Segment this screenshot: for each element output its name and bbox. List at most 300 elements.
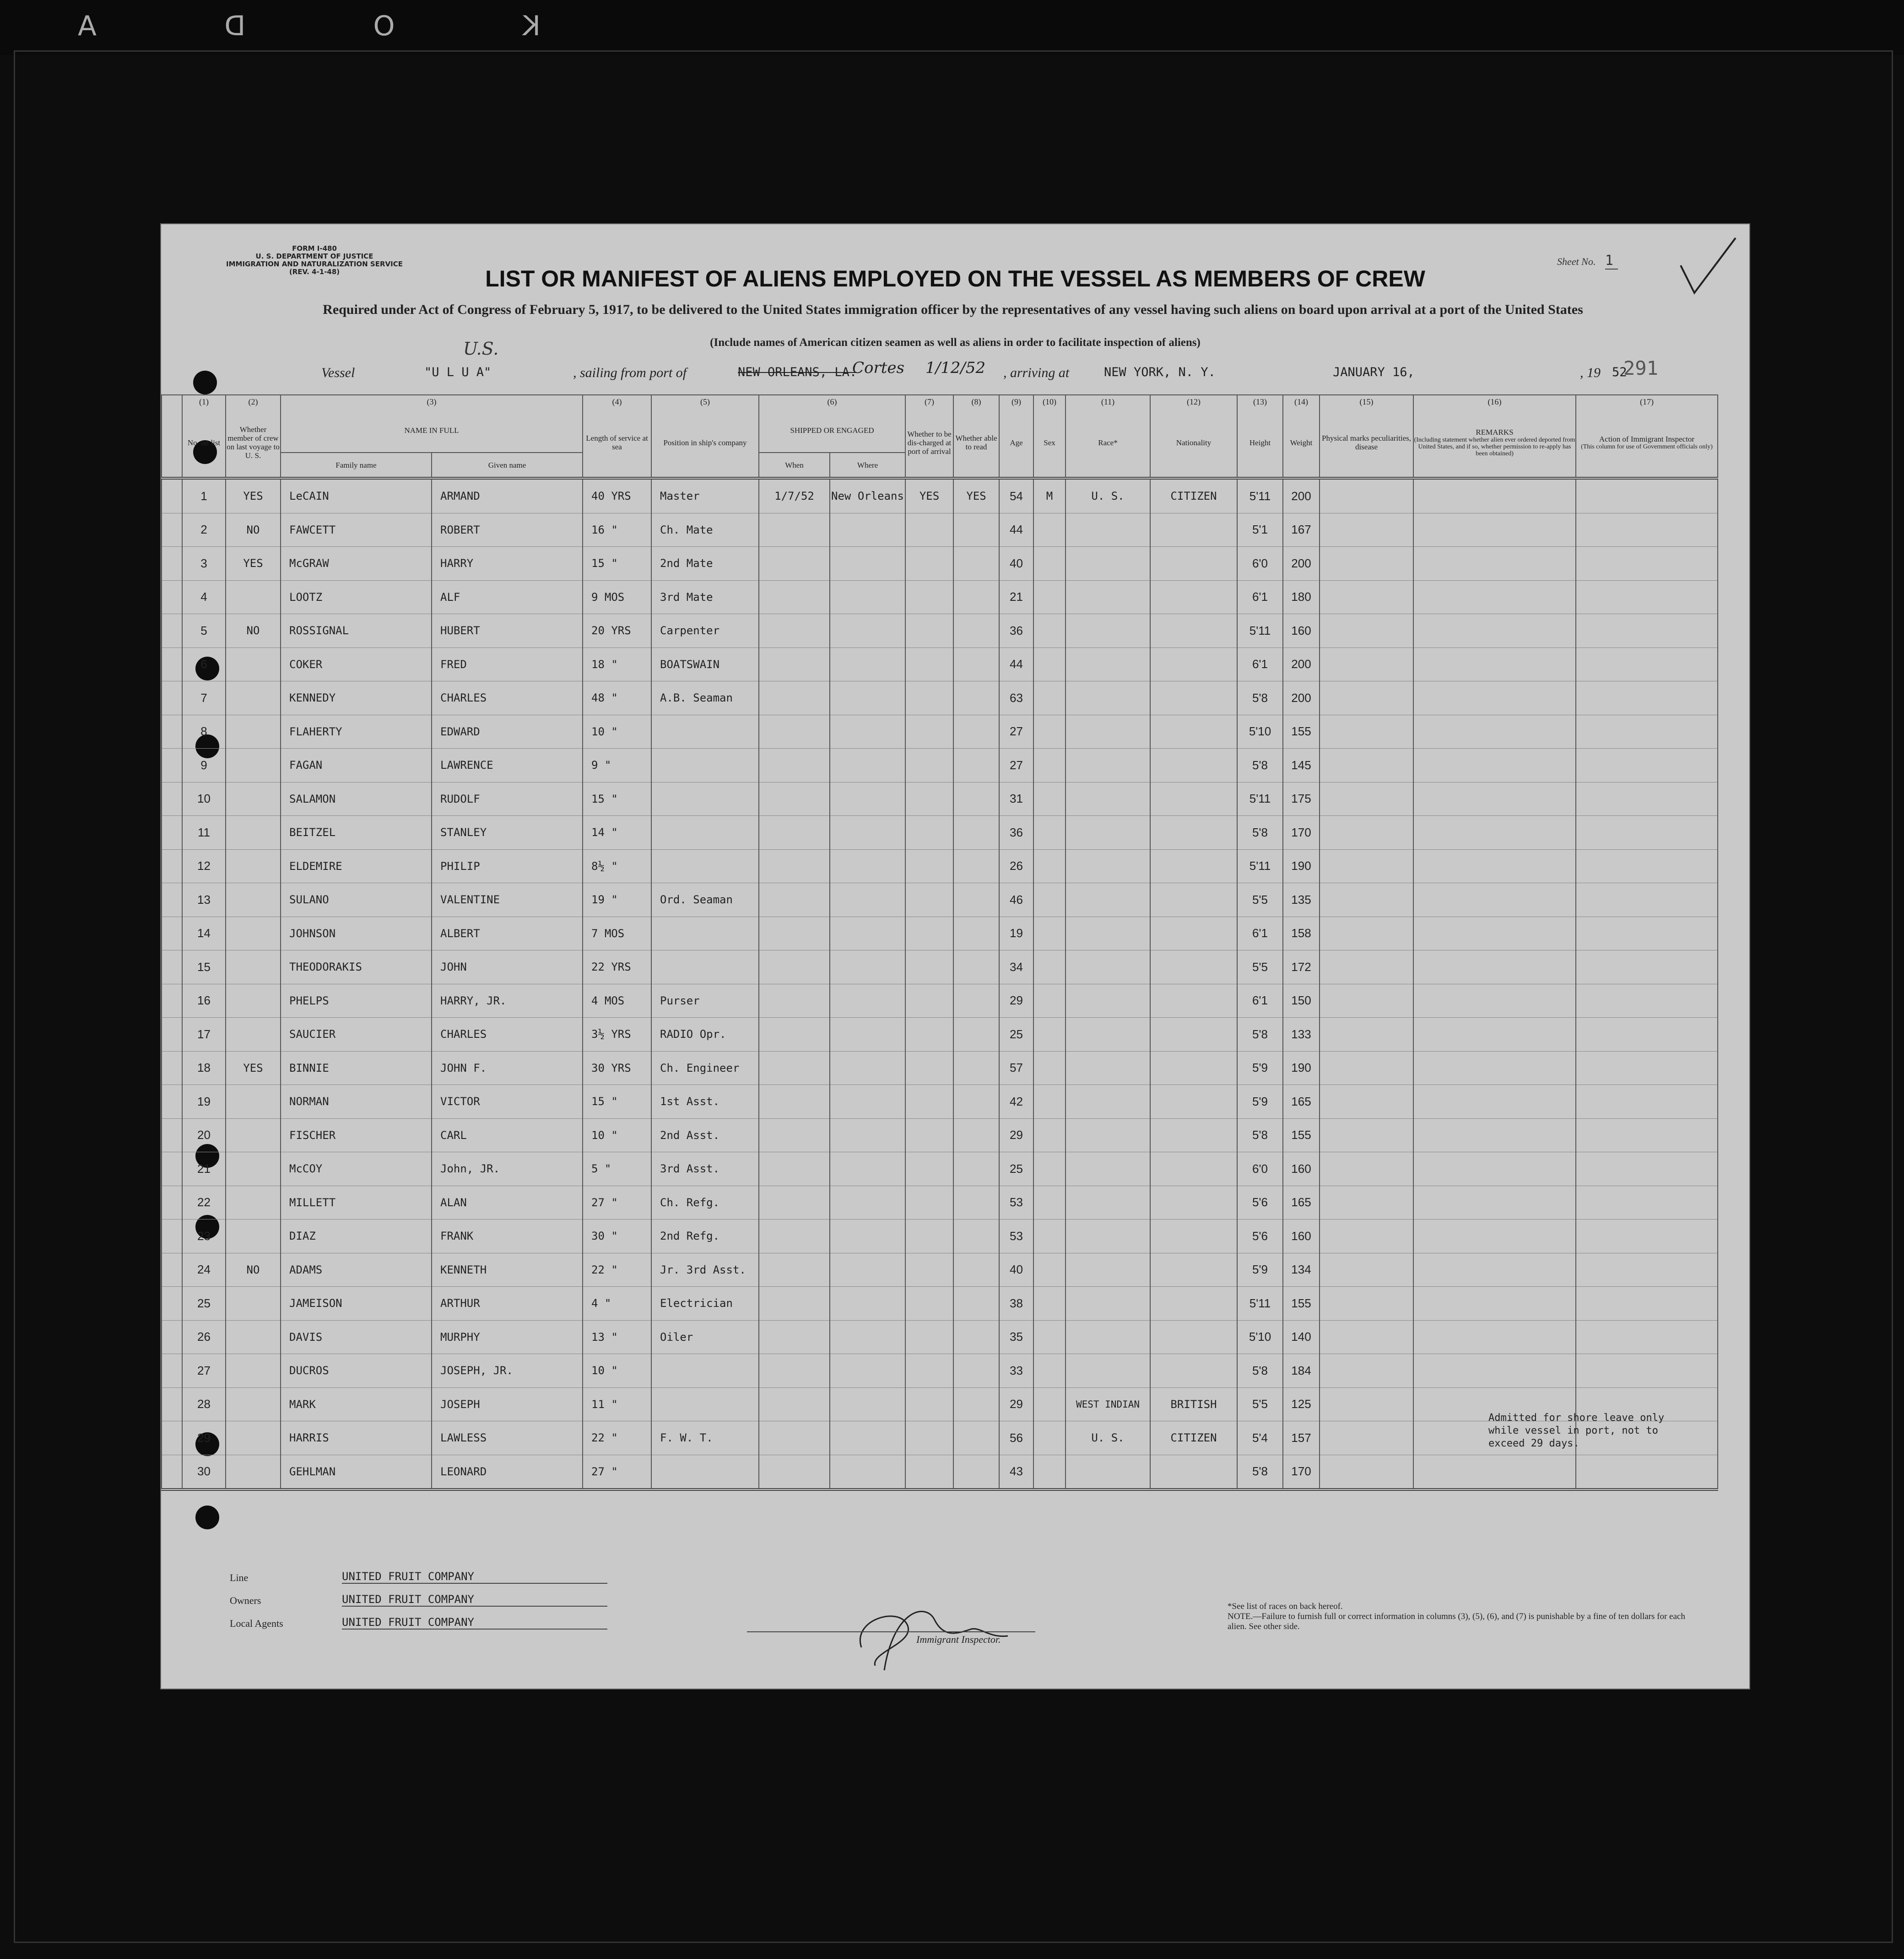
row-number: 20 — [182, 1118, 226, 1152]
given-name-cell: EDWARD — [432, 715, 583, 749]
weight-cell: 155 — [1283, 1287, 1320, 1321]
row-number: 21 — [182, 1152, 226, 1186]
discharged-cell — [905, 1320, 953, 1354]
row-number: 24 — [182, 1253, 226, 1287]
sheet-number-value: 1 — [1605, 253, 1618, 270]
height-cell: 5'5 — [1237, 883, 1283, 917]
shipped-when-cell — [759, 1051, 830, 1085]
position-cell: A.B. Seaman — [651, 681, 759, 715]
age-cell: 29 — [999, 984, 1033, 1018]
able-read-cell — [953, 1387, 999, 1421]
position-cell: Oiler — [651, 1320, 759, 1354]
age-cell: 19 — [999, 917, 1033, 950]
crew-row — [162, 1018, 1718, 1052]
age-cell: 35 — [999, 1320, 1033, 1354]
race-cell — [1066, 917, 1150, 950]
arriving-label: , arriving at — [1003, 365, 1070, 380]
shipped-when-cell — [759, 1085, 830, 1119]
shipped-when-cell — [759, 950, 830, 984]
nationality-cell — [1150, 1085, 1237, 1119]
weight-cell: 135 — [1283, 883, 1320, 917]
race-cell — [1066, 1354, 1150, 1388]
vessel-prefix-note: U.S. — [463, 339, 499, 359]
crew-row — [162, 648, 1718, 681]
sex-cell — [1033, 1253, 1066, 1287]
shipped-where-cell — [830, 1118, 905, 1152]
able-read-cell — [953, 513, 999, 547]
remarks-cell — [1413, 816, 1576, 850]
length-service-cell: 8½ " — [583, 849, 651, 883]
position-cell — [651, 1387, 759, 1421]
discharged-cell — [905, 1387, 953, 1421]
race-cell — [1066, 681, 1150, 715]
height-cell: 5'8 — [1237, 1118, 1283, 1152]
remarks-cell — [1413, 1085, 1576, 1119]
able-read-cell — [953, 782, 999, 816]
form-number: FORM I-480 — [292, 244, 337, 253]
discharged-cell — [905, 547, 953, 581]
action-cell — [1576, 749, 1718, 783]
shipped-where-cell — [830, 1354, 905, 1388]
length-service-cell: 18 " — [583, 648, 651, 681]
remarks-cell — [1413, 749, 1576, 783]
age-cell: 40 — [999, 1253, 1033, 1287]
given-name-cell: JOSEPH — [432, 1387, 583, 1421]
given-name-cell: VICTOR — [432, 1085, 583, 1119]
member-crew-cell — [226, 648, 281, 681]
weight-cell: 172 — [1283, 950, 1320, 984]
shipped-where-cell — [830, 681, 905, 715]
row-number: 3 — [182, 547, 226, 581]
member-crew-cell — [226, 1186, 281, 1220]
nationality-cell — [1150, 1320, 1237, 1354]
height-cell: 5'8 — [1237, 1354, 1283, 1388]
length-service-cell: 27 " — [583, 1455, 651, 1489]
crew-manifest-table — [161, 394, 1718, 1491]
line-field — [230, 1570, 474, 1584]
header-when: When — [759, 453, 830, 478]
agents-label: Local Agents — [230, 1618, 283, 1629]
nationality-cell — [1150, 1018, 1237, 1052]
col-number: (5) — [651, 395, 759, 408]
crew-row — [162, 614, 1718, 648]
header-length-service: Length of service at sea — [583, 408, 651, 478]
shipped-where-cell — [830, 1220, 905, 1253]
given-name-cell: ARMAND — [432, 478, 583, 513]
physical-marks-cell — [1320, 547, 1413, 581]
height-cell: 5'8 — [1237, 1455, 1283, 1489]
family-name-cell: ADAMS — [281, 1253, 432, 1287]
discharged-cell — [905, 513, 953, 547]
height-cell: 5'11 — [1237, 614, 1283, 648]
age-cell: 43 — [999, 1455, 1033, 1489]
remarks-cell — [1413, 681, 1576, 715]
able-read-cell — [953, 1287, 999, 1321]
position-cell: 2nd Refg. — [651, 1220, 759, 1253]
physical-marks-cell — [1320, 681, 1413, 715]
race-cell — [1066, 614, 1150, 648]
sex-cell — [1033, 715, 1066, 749]
action-cell — [1576, 478, 1718, 513]
able-read-cell — [953, 1455, 999, 1489]
nationality-cell: CITIZEN — [1150, 478, 1237, 513]
margin-cell — [162, 395, 182, 408]
age-cell: 27 — [999, 715, 1033, 749]
remarks-cell — [1413, 547, 1576, 581]
position-cell: Ord. Seaman — [651, 883, 759, 917]
remarks-cell — [1413, 883, 1576, 917]
family-name-cell: KENNEDY — [281, 681, 432, 715]
nationality-cell — [1150, 1455, 1237, 1489]
height-cell: 5'4 — [1237, 1421, 1283, 1455]
weight-cell: 170 — [1283, 1455, 1320, 1489]
crew-row — [162, 816, 1718, 850]
row-number: 5 — [182, 614, 226, 648]
sex-cell — [1033, 883, 1066, 917]
margin-cell — [162, 749, 182, 783]
margin-cell — [162, 917, 182, 950]
member-crew-cell: NO — [226, 614, 281, 648]
row-number: 29 — [182, 1421, 226, 1455]
length-service-cell: 15 " — [583, 1085, 651, 1119]
physical-marks-cell — [1320, 1320, 1413, 1354]
given-name-cell: ALBERT — [432, 917, 583, 950]
weight-cell: 165 — [1283, 1085, 1320, 1119]
nationality-cell — [1150, 849, 1237, 883]
shipped-when-cell — [759, 1421, 830, 1455]
remarks-cell — [1413, 917, 1576, 950]
margin-cell — [162, 1186, 182, 1220]
physical-marks-cell — [1320, 648, 1413, 681]
shipped-where-cell — [830, 1152, 905, 1186]
row-number: 12 — [182, 849, 226, 883]
race-cell — [1066, 580, 1150, 614]
action-cell — [1576, 580, 1718, 614]
height-cell: 5'10 — [1237, 1320, 1283, 1354]
sex-cell — [1033, 513, 1066, 547]
length-service-cell: 13 " — [583, 1320, 651, 1354]
margin-cell — [162, 1085, 182, 1119]
remarks-cell — [1413, 580, 1576, 614]
row-number: 4 — [182, 580, 226, 614]
weight-cell: 167 — [1283, 513, 1320, 547]
given-name-cell: PHILIP — [432, 849, 583, 883]
crew-rows — [162, 478, 1718, 1489]
race-cell — [1066, 1320, 1150, 1354]
race-cell — [1066, 849, 1150, 883]
weight-cell: 180 — [1283, 580, 1320, 614]
margin-cell — [162, 1387, 182, 1421]
age-cell: 53 — [999, 1186, 1033, 1220]
margin-cell — [162, 1152, 182, 1186]
shipped-where-cell — [830, 849, 905, 883]
margin-cell — [162, 614, 182, 648]
shipped-when-cell — [759, 681, 830, 715]
crew-row — [162, 1455, 1718, 1489]
family-name-cell: BINNIE — [281, 1051, 432, 1085]
member-crew-cell — [226, 849, 281, 883]
weight-cell: 155 — [1283, 715, 1320, 749]
crew-row — [162, 1421, 1718, 1455]
position-cell: Ch. Mate — [651, 513, 759, 547]
physical-marks-cell — [1320, 614, 1413, 648]
physical-marks-cell — [1320, 1253, 1413, 1287]
col-number: (8) — [953, 395, 999, 408]
weight-cell: 125 — [1283, 1387, 1320, 1421]
footer-note — [1228, 1602, 1685, 1632]
position-cell: 2nd Mate — [651, 547, 759, 581]
margin-cell — [162, 513, 182, 547]
length-service-cell: 15 " — [583, 782, 651, 816]
race-cell — [1066, 984, 1150, 1018]
position-cell: F. W. T. — [651, 1421, 759, 1455]
col-number: (13) — [1237, 395, 1283, 408]
row-number: 8 — [182, 715, 226, 749]
margin-cell — [162, 715, 182, 749]
shipped-when-cell — [759, 614, 830, 648]
given-name-cell: CARL — [432, 1118, 583, 1152]
shipped-when-cell — [759, 816, 830, 850]
discharged-cell — [905, 1253, 953, 1287]
sex-cell — [1033, 1354, 1066, 1388]
race-cell — [1066, 782, 1150, 816]
length-service-cell: 22 YRS — [583, 950, 651, 984]
row-number: 13 — [182, 883, 226, 917]
shipped-where-cell: New Orleans — [830, 478, 905, 513]
weight-cell: 165 — [1283, 1186, 1320, 1220]
member-crew-cell — [226, 917, 281, 950]
nationality-cell — [1150, 614, 1237, 648]
crew-row — [162, 513, 1718, 547]
shipped-when-cell — [759, 1253, 830, 1287]
given-name-cell: HARRY — [432, 547, 583, 581]
remarks-cell — [1413, 1220, 1576, 1253]
owners-value: UNITED FRUIT COMPANY — [342, 1593, 607, 1607]
service-name: IMMIGRATION AND NATURALIZATION SERVICE — [226, 260, 403, 268]
height-cell: 5'8 — [1237, 1018, 1283, 1052]
weight-cell: 200 — [1283, 547, 1320, 581]
physical-marks-cell — [1320, 1118, 1413, 1152]
given-name-cell: HARRY, JR. — [432, 984, 583, 1018]
able-read-cell — [953, 749, 999, 783]
member-crew-cell — [226, 1287, 281, 1321]
shipped-when-cell — [759, 1220, 830, 1253]
family-name-cell: McGRAW — [281, 547, 432, 581]
weight-cell: 150 — [1283, 984, 1320, 1018]
margin-cell — [162, 1455, 182, 1489]
sex-cell — [1033, 749, 1066, 783]
shipped-where-cell — [830, 1421, 905, 1455]
family-name-cell: LOOTZ — [281, 580, 432, 614]
position-cell — [651, 1354, 759, 1388]
crew-row — [162, 1220, 1718, 1253]
remarks-cell — [1413, 478, 1576, 513]
discharged-cell — [905, 1018, 953, 1052]
row-number: 7 — [182, 681, 226, 715]
action-cell — [1576, 1118, 1718, 1152]
race-cell — [1066, 1455, 1150, 1489]
able-read-cell — [953, 1320, 999, 1354]
able-read-cell — [953, 614, 999, 648]
shipped-where-cell — [830, 648, 905, 681]
height-cell: 5'11 — [1237, 1287, 1283, 1321]
sex-cell — [1033, 1085, 1066, 1119]
form-revision: (REV. 4-1-48) — [289, 268, 340, 276]
member-crew-cell — [226, 1152, 281, 1186]
given-name-cell: MURPHY — [432, 1320, 583, 1354]
height-cell: 5'5 — [1237, 950, 1283, 984]
position-cell: Electrician — [651, 1287, 759, 1321]
crew-row — [162, 580, 1718, 614]
column-number-row — [162, 395, 1718, 408]
col-number: (14) — [1283, 395, 1320, 408]
physical-marks-cell — [1320, 478, 1413, 513]
given-name-cell: STANLEY — [432, 816, 583, 850]
discharged-cell — [905, 950, 953, 984]
crew-row — [162, 917, 1718, 950]
discharged-cell — [905, 849, 953, 883]
able-read-cell — [953, 849, 999, 883]
remarks-cell — [1413, 614, 1576, 648]
row-number: 30 — [182, 1455, 226, 1489]
able-read-cell — [953, 648, 999, 681]
discharged-cell — [905, 1051, 953, 1085]
shipped-when-cell — [759, 513, 830, 547]
member-crew-cell — [226, 749, 281, 783]
col-number: (3) — [281, 395, 583, 408]
member-crew-cell — [226, 681, 281, 715]
crew-row — [162, 478, 1718, 513]
sex-cell — [1033, 1387, 1066, 1421]
member-crew-cell — [226, 1085, 281, 1119]
margin-cell — [162, 1421, 182, 1455]
physical-marks-cell — [1320, 1152, 1413, 1186]
margin-cell — [162, 1220, 182, 1253]
action-cell — [1576, 1287, 1718, 1321]
shipped-when-cell — [759, 1455, 830, 1489]
position-cell: Ch. Engineer — [651, 1051, 759, 1085]
member-crew-cell: YES — [226, 547, 281, 581]
physical-marks-cell — [1320, 1220, 1413, 1253]
remarks-cell — [1413, 1455, 1576, 1489]
signature-line — [747, 1631, 1035, 1632]
discharged-cell — [905, 1354, 953, 1388]
row-number: 11 — [182, 816, 226, 850]
race-cell — [1066, 1018, 1150, 1052]
sex-cell — [1033, 681, 1066, 715]
shipped-where-cell — [830, 950, 905, 984]
physical-marks-cell — [1320, 950, 1413, 984]
position-cell — [651, 849, 759, 883]
crew-row — [162, 984, 1718, 1018]
age-cell: 44 — [999, 513, 1033, 547]
age-cell: 33 — [999, 1354, 1033, 1388]
weight-cell: 157 — [1283, 1421, 1320, 1455]
shipped-when-cell — [759, 1387, 830, 1421]
family-name-cell: FISCHER — [281, 1118, 432, 1152]
margin-cell — [162, 547, 182, 581]
shipped-where-cell — [830, 715, 905, 749]
position-cell: Purser — [651, 984, 759, 1018]
margin-cell — [162, 1118, 182, 1152]
agents-field — [230, 1616, 474, 1630]
row-number: 9 — [182, 749, 226, 783]
row-number: 2 — [182, 513, 226, 547]
inspector-label: Immigrant Inspector. — [916, 1634, 1001, 1645]
height-cell: 6'1 — [1237, 984, 1283, 1018]
able-read-cell — [953, 1220, 999, 1253]
sex-cell — [1033, 648, 1066, 681]
column-header-row — [162, 408, 1718, 453]
nationality-cell — [1150, 1220, 1237, 1253]
position-cell — [651, 917, 759, 950]
age-cell: 25 — [999, 1152, 1033, 1186]
length-service-cell: 5 " — [583, 1152, 651, 1186]
member-crew-cell — [226, 715, 281, 749]
margin-cell — [162, 782, 182, 816]
remarks-cell — [1413, 1253, 1576, 1287]
action-cell — [1576, 782, 1718, 816]
age-cell: 27 — [999, 749, 1033, 783]
crew-row — [162, 1387, 1718, 1421]
race-cell — [1066, 513, 1150, 547]
age-cell: 21 — [999, 580, 1033, 614]
sex-cell — [1033, 816, 1066, 850]
discharged-cell — [905, 883, 953, 917]
member-crew-cell — [226, 782, 281, 816]
discharged-cell — [905, 580, 953, 614]
able-read-cell — [953, 681, 999, 715]
family-name-cell: DAVIS — [281, 1320, 432, 1354]
discharged-cell — [905, 681, 953, 715]
weight-cell: 184 — [1283, 1354, 1320, 1388]
shipped-where-cell — [830, 883, 905, 917]
height-cell: 5'10 — [1237, 715, 1283, 749]
col-number: (10) — [1033, 395, 1066, 408]
given-name-cell: LEONARD — [432, 1455, 583, 1489]
physical-marks-cell — [1320, 1354, 1413, 1388]
action-cell — [1576, 1253, 1718, 1287]
discharged-cell — [905, 782, 953, 816]
margin-cell — [162, 816, 182, 850]
able-read-cell — [953, 984, 999, 1018]
given-name-cell: FRANK — [432, 1220, 583, 1253]
physical-marks-cell — [1320, 849, 1413, 883]
shipped-where-cell — [830, 1051, 905, 1085]
shipped-when-cell — [759, 547, 830, 581]
height-cell: 5'8 — [1237, 816, 1283, 850]
header-age: Age — [999, 408, 1033, 478]
position-cell: Carpenter — [651, 614, 759, 648]
member-crew-cell — [226, 950, 281, 984]
shipped-where-cell — [830, 1253, 905, 1287]
family-name-cell: SAUCIER — [281, 1018, 432, 1052]
shipped-where-cell — [830, 984, 905, 1018]
physical-marks-cell — [1320, 1018, 1413, 1052]
margin-cell — [162, 648, 182, 681]
physical-marks-cell — [1320, 715, 1413, 749]
shipped-when-cell — [759, 1354, 830, 1388]
sex-cell — [1033, 917, 1066, 950]
sex-cell — [1033, 782, 1066, 816]
weight-cell: 200 — [1283, 681, 1320, 715]
nationality-cell — [1150, 1253, 1237, 1287]
given-name-cell: HUBERT — [432, 614, 583, 648]
margin-cell — [162, 984, 182, 1018]
margin-cell — [162, 1018, 182, 1052]
length-service-cell: 9 " — [583, 749, 651, 783]
col-number: (16) — [1413, 395, 1576, 408]
